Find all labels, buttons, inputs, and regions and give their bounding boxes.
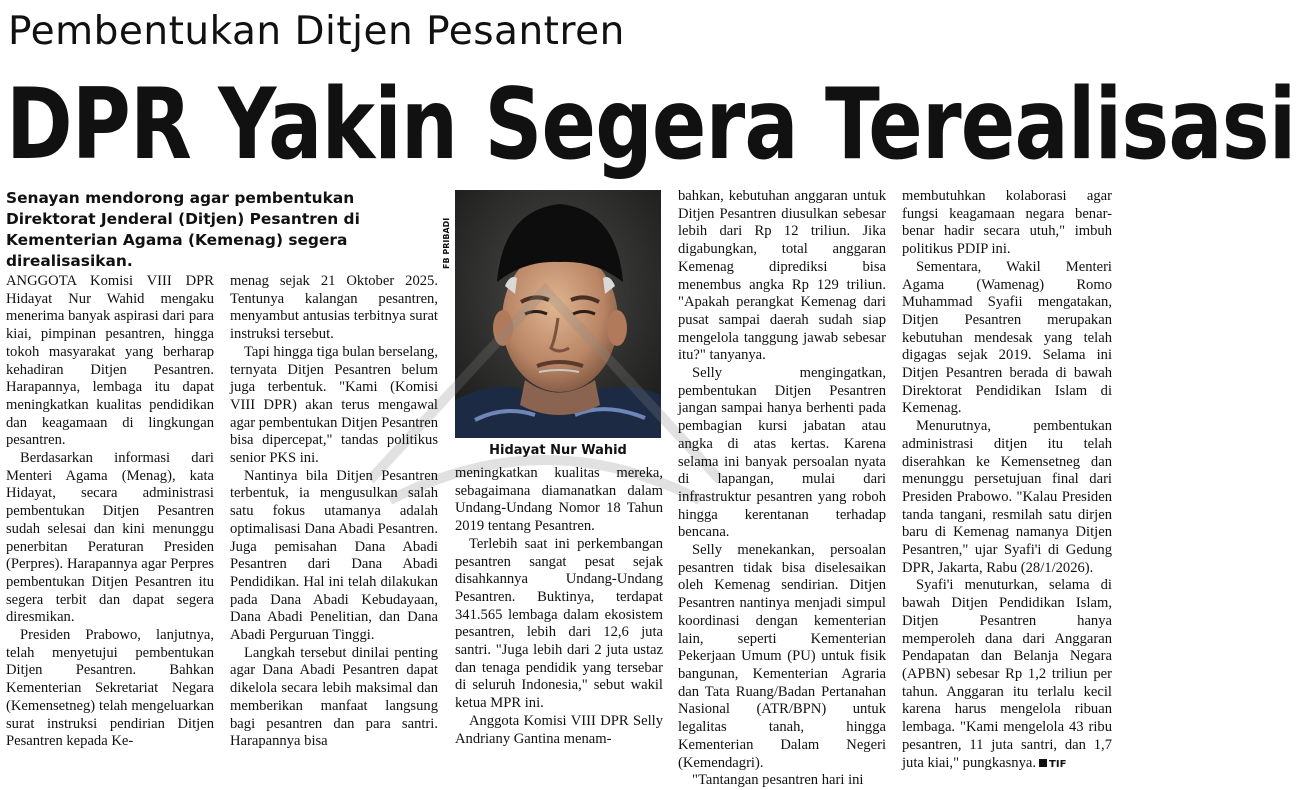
portrait-photo <box>455 190 661 438</box>
paragraph: Nantinya bila Ditjen Pesantren terbentuk, ia mengusulkan salah satu fokus utamanya adalah optimalisasi Dana Abadi Pesantren. Juga pemisahan Dana Abadi Pesantren dari Dana Abadi Pendidikan. Hal ini telah dilakukan pada Dana Abadi Kebudayaan, Dana Abadi Penelitian, dan Dana Abadi Perguruan Tinggi. <box>230 467 438 644</box>
article-column-5 <box>902 188 1112 771</box>
portrait-illustration <box>455 190 661 438</box>
article-headline: DPR Yakin Segera Terealisasi <box>6 68 1296 182</box>
paragraph: ANGGOTA Komisi VIII DPR Hidayat Nur Wahid mengaku menerima banyak aspirasi dari para kiai, pimpinan pesantren, hingga tokoh masyarakat yang berharap kehadiran Ditjen Pesantren. Harapannya, lembaga itu dapat meningkatkan kualitas pendidikan dan keagamaan di lingkungan pesantren. <box>6 273 214 449</box>
paragraph: menag sejak 21 Oktober 2025. Tentunya kalangan pesantren, menyambut antusias terbitnya surat instruksi tersebut. <box>230 273 438 343</box>
photo-credit <box>441 191 453 271</box>
paragraph: membutuhkan kolaborasi agar fungsi keagamaan negara benar-benar hadir secara utuh," imbuh politikus PDIP ini. <box>902 188 1112 258</box>
paragraph: Langkah tersebut dinilai penting agar Dana Abadi Pesantren dapat dikelola secara lebih maksimal dan memberikan manfaat langsung bagi pesantren dan para santri. Harapannya bisa <box>230 644 438 750</box>
end-of-article-mark <box>1039 759 1047 767</box>
photo-credit-text: FB PRIBADI <box>442 217 451 269</box>
paragraph: Terlebih saat ini perkembangan pesantren sangat pesat sejak disahkannya Undang-Undang Pesantren. Buktinya, terdapat 341.565 lembaga dalam ekosistem pesantren, lebih dari 12,6 juta santri. "Juga lebih dari 2 juta ustaz dan tenaga pendidik yang tersebar di seluruh Indonesia," sebut wakil ketua MPR ini. <box>455 535 663 712</box>
paragraph: Presiden Prabowo, lanjutnya, telah menyetujui pembentukan Ditjen Pesantren. Bahkan Kementerian Sekretariat Negara (Kemensetneg) telah mengeluarkan surat instruksi pendirian Ditjen Pesantren kepada Ke- <box>6 627 214 750</box>
paragraph-text: Syafi'i menuturkan, selama di bawah Ditjen Pendidikan Islam, Ditjen Pesantren hanya memperoleh dana dari Anggaran Pendapatan dan Belanja Negara (APBN) sebesar Rp 1,2 triliun per tahun. Anggaran itu terlalu kecil karena harus mengelola ribuan lembaga. "Kami mengelola 43 ribu pesantren, 11 juta santri, dan 1,7 juta kiai," pungkasnya. <box>902 577 1112 771</box>
paragraph: Selly menekankan, persoalan pesantren tidak bisa diselesaikan oleh Kemenag sendirian. Ditjen Pesantren nantinya menjadi simpul koordinasi dengan kementerian lain, seperti Kementerian Pekerjaan Umum (PU) untuk fisik bangunan, Kementerian Agraria dan Tata Ruang/Badan Pertanahan Nasional (ATR/BPN) untuk legalitas tanah, hingga Kementerian Dalam Negeri (Kemendagri). <box>678 542 886 771</box>
paragraph: Berdasarkan informasi dari Menteri Agama (Menag), kata Hidayat, secara administrasi pembentukan Ditjen Pesantren sudah selesai dan kini menunggu penerbitan Peraturan Presiden (Perpres). Harapannya agar Perpres pembentukan Ditjen Pesantren itu segera terbit dan dapat segera diresmikan. <box>6 450 214 626</box>
paragraph: meningkatkan kualitas mereka, sebagaimana diamanatkan dalam Undang-Undang Nomor 18 Tahun 2019 tentang Pesantren. <box>455 465 663 535</box>
author-initials: TIF <box>1049 758 1067 770</box>
article-lede: Senayan mendorong agar pembentukan Direktorat Jenderal (Ditjen) Pesantren di Kementerian Agama (Kemenag) segera direalisasikan. <box>6 189 360 270</box>
paragraph <box>902 577 1112 773</box>
paragraph: bahkan, kebutuhan anggaran untuk Ditjen Pesantren diusulkan sebesar lebih dari Rp 12 triliun. Jika digabungkan, total anggaran Kemenag diprediksi bisa menembus angka Rp 129 triliun. "Apakah perangkat Kemenag dari pusat sampai daerah sudah siap mengelola tanggung jawab sebesar itu?" tanyanya. <box>678 188 886 364</box>
article-column-4 <box>678 188 886 789</box>
paragraph: Tapi hingga tiga bulan berselang, ternyata Ditjen Pesantren belum juga terbentuk. "Kami (Komisi VIII DPR) akan terus mengawal agar pembentukan Ditjen Pesantren bisa dipercepat," tandas politikus senior PKS ini. <box>230 343 438 467</box>
paragraph: "Tantangan pesantren hari ini <box>692 772 864 789</box>
article-column-1 <box>6 273 214 756</box>
article-kicker: Pembentukan Ditjen Pesantren <box>8 9 625 54</box>
paragraph: Anggota Komisi VIII DPR Selly Andriany Gantina menam- <box>455 712 663 747</box>
article-column-3 <box>455 465 663 756</box>
photo-caption: Hidayat Nur Wahid <box>489 443 627 458</box>
paragraph: Selly mengingatkan, pembentukan Ditjen Pesantren jangan sampai hanya berhenti pada pembagian kursi jabatan atau angka di atas kertas. Karena selama ini banyak persoalan nyata di lapangan, mulai dari infrastruktur pesantren yang roboh hingga kerentanan terhadap bencana. <box>678 365 886 541</box>
article-column-2 <box>230 273 438 756</box>
paragraph: Sementara, Wakil Menteri Agama (Wamenag) Romo Muhammad Syafii mengatakan, Ditjen Pesantren merupakan kebutuhan mendesak yang telah digagas sejak 2019. Selama ini Ditjen Pesantren berada di bawah Direktorat Pendidikan Islam di Kemenag. <box>902 258 1112 417</box>
paragraph: Menurutnya, pembentukan administrasi ditjen itu telah diserahkan ke Kemensetneg dan menunggu persetujuan final dari Presiden Prabowo. "Kalau Presiden tanda tangani, resmilah satu dirjen baru di Kemenag namanya Ditjen Pesantren," ujar Syafi'i di Gedung DPR, Jakarta, Rabu (28/1/2026). <box>902 418 1112 576</box>
